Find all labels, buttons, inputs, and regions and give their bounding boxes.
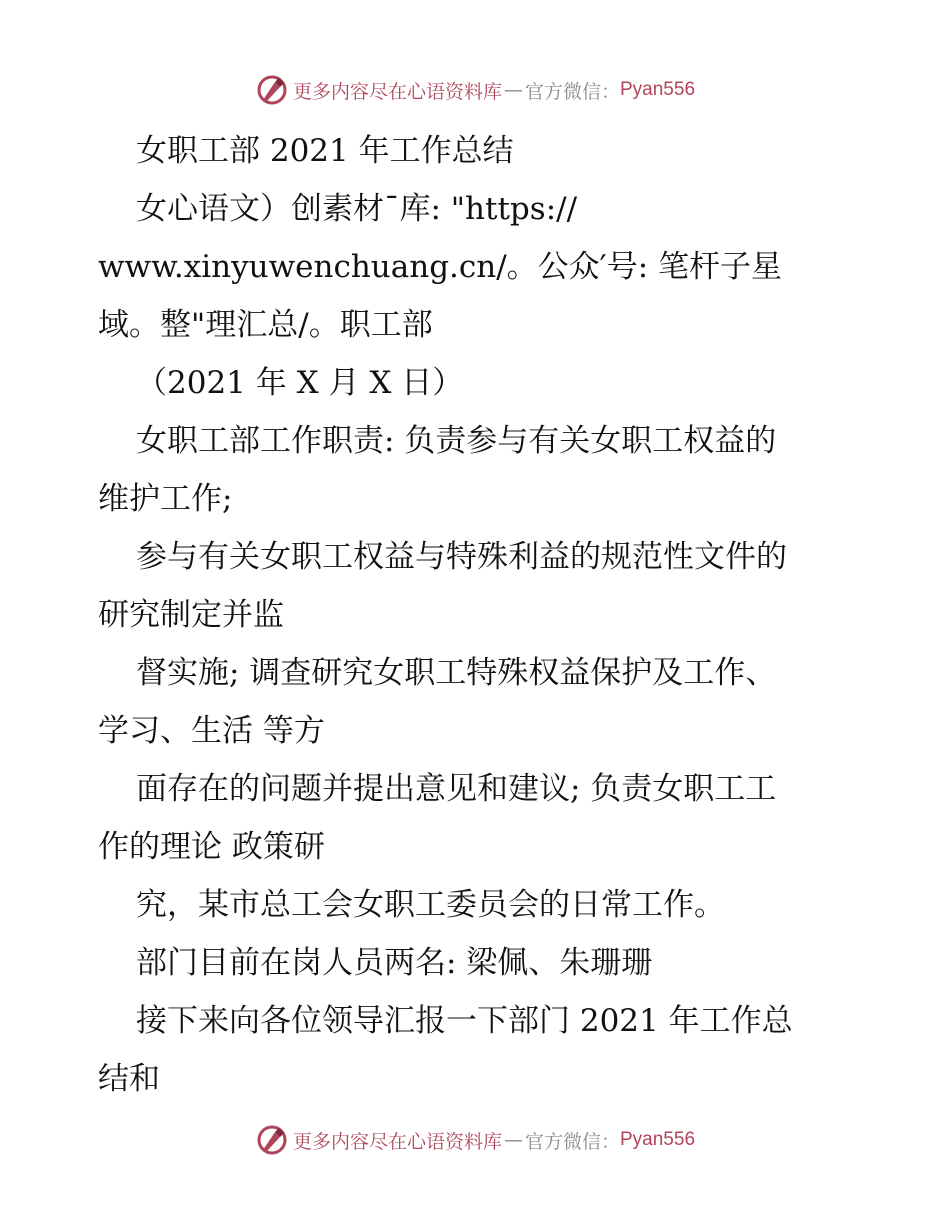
pen-nib-logo-icon <box>255 73 289 107</box>
text-line: 作的理论 政策研 <box>98 829 325 865</box>
pen-nib-logo-icon <box>255 1123 289 1157</box>
banner-handle: Pyan556 <box>620 1129 696 1150</box>
text-line: 结和 <box>98 1061 160 1097</box>
text-line: 域。整"理汇总/。职工部 <box>98 307 433 343</box>
banner-wechat-label: 官方微信： <box>524 1130 620 1153</box>
text-line: 学习、生活 等方 <box>98 713 325 749</box>
text-line: 维护工作; <box>98 481 233 517</box>
text-line: 女职工部工作职责: 负责参与有关女职工权益的 <box>136 423 777 459</box>
banner-handle: Pyan556 <box>620 79 696 100</box>
document-title: 女职工部 2021 年工作总结 <box>136 133 514 169</box>
text-line: 督实施; 调查研究女职工特殊权益保护及工作、 <box>136 655 777 691</box>
text-line: 接下来向各位领导汇报一下部门 2021 年工作总 <box>136 1003 793 1039</box>
date-line: （2021 年 X 月 X 日） <box>136 365 464 401</box>
banner-text: 更多内容尽在心语资料库 <box>292 80 502 103</box>
text-line: 面存在的问题并提出意见和建议; 负责女职工工 <box>136 771 777 807</box>
banner-separator: — <box>503 79 523 101</box>
text-line: 研究制定并监 <box>98 597 284 633</box>
footer-banner <box>0 1120 950 1160</box>
text-line: 参与有关女职工权益与特殊利益的规范性文件的 <box>136 539 787 575</box>
text-line: 究，某市总工会女职工委员会的日常工作。 <box>136 887 725 923</box>
header-banner <box>0 70 950 110</box>
text-line: www.xinyuwenchuang.cn/。公众′号: 笔杆子星 <box>98 249 783 285</box>
banner-text: 更多内容尽在心语资料库 <box>292 1130 502 1153</box>
text-line: 女心语文）创素材¯库: "https:// <box>136 191 578 227</box>
banner-separator: — <box>503 1129 523 1151</box>
banner-wechat-label: 官方微信： <box>524 80 620 103</box>
text-line: 部门目前在岗人员两名: 梁佩、朱珊珊 <box>136 945 653 981</box>
document-body <box>98 122 858 1108</box>
